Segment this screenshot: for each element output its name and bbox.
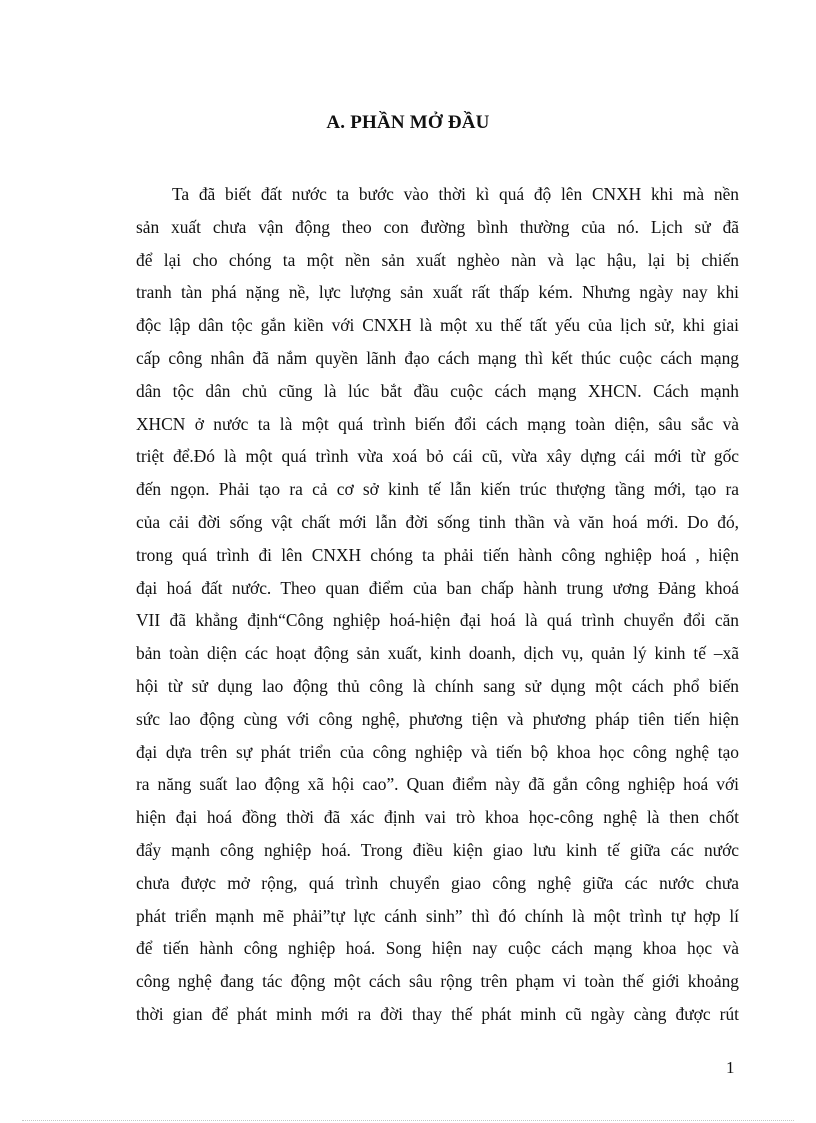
- paragraph-line: triệt để.Đó là một quá trình vừa xoá bỏ cái cũ, vừa xây dựng cái mới từ gốc: [136, 446, 739, 467]
- paragraph-line: ra năng suất lao động xã hội cao”. Quan điểm này đã gắn công nghiệp hoá với: [136, 774, 739, 795]
- paragraph-line: sản xuất chưa vận động theo con đường bình thường của nó. Lịch sử đã: [136, 216, 739, 237]
- paragraph-line: phát triển mạnh mẽ phải”tự lực cánh sinh” thì đó chính là một trình tự hợp lí: [136, 905, 739, 926]
- paragraph-line: VII đã khẳng định“Công nghiệp hoá-hiện đại hoá là quá trình chuyển đổi căn: [136, 610, 739, 631]
- paragraph-line: hiện đại hoá đồng thời đã xác định vai trò khoa học-công nghệ là then chốt: [136, 807, 739, 828]
- paragraph-line: tranh tàn phá nặng nề, lực lượng sản xuất rất thấp kém. Nhưng ngày nay khi: [136, 282, 739, 303]
- paragraph-line: thời gian để phát minh mới ra đời thay thế phát minh cũ ngày càng được rút: [136, 1003, 739, 1024]
- paragraph-line: công nghệ đang tác động một cách sâu rộng trên phạm vi toàn thế giới khoảng: [136, 971, 739, 992]
- body-paragraph: [136, 178, 739, 1031]
- paragraph-line: XHCN ở nước ta là một quá trình biến đổi cách mạng toàn diện, sâu sắc và: [136, 413, 739, 434]
- paragraph-line: cấp công nhân đã nắm quyền lãnh đạo cách mạng thì kết thúc cuộc cách mạng: [136, 347, 739, 368]
- paragraph-line: để tiến hành công nghiệp hoá. Song hiện nay cuộc cách mạng khoa học và: [136, 938, 739, 959]
- paragraph-line: chưa được mở rộng, quá trình chuyển giao công nghệ giữa các nước chưa: [136, 872, 739, 893]
- paragraph-line: dân tộc dân chủ cũng là lúc bắt đầu cuộc cách mạng XHCN. Cách mạnh: [136, 380, 739, 401]
- paragraph-line: Ta đã biết đất nước ta bước vào thời kì quá độ lên CNXH khi mà nền: [172, 184, 739, 204]
- page-bottom-divider: [22, 1120, 794, 1121]
- paragraph-line: bản toàn diện các hoạt động sản xuất, kinh doanh, dịch vụ, quản lý kinh tế –xã: [136, 643, 739, 664]
- page-number: 1: [726, 1058, 735, 1077]
- paragraph-line: đại hoá đất nước. Theo quan điểm của ban chấp hành trung ương Đảng khoá: [136, 577, 739, 598]
- paragraph-line: độc lập dân tộc gắn kiền với CNXH là một xu thế tất yếu của lịch sử, khi giai: [136, 315, 739, 336]
- paragraph-line: đại dựa trên sự phát triển của công nghiệp và tiến bộ khoa học công nghệ tạo: [136, 741, 739, 762]
- paragraph-line: đến ngọn. Phải tạo ra cả cơ sở kinh tế lẫn kiến trúc thượng tầng mới, tạo ra: [136, 479, 739, 500]
- paragraph-line: của cải đời sống vật chất mới lẫn đời sống tinh thần và văn hoá mới. Do đó,: [136, 511, 739, 532]
- section-heading: A. PHẦN MỞ ĐẦU: [326, 112, 490, 133]
- paragraph-line: trong quá trình đi lên CNXH chóng ta phải tiến hành công nghiệp hoá , hiện: [136, 544, 739, 565]
- paragraph-line: đẩy mạnh công nghiệp hoá. Trong điều kiện giao lưu kinh tế giữa các nước: [136, 839, 739, 860]
- paragraph-line: sức lao động cùng với công nghệ, phương tiện và phương pháp tiên tiến hiện: [136, 708, 739, 729]
- paragraph-line: hội từ sử dụng lao động thủ công là chính sang sử dụng một cách phổ biến: [136, 675, 739, 696]
- paragraph-line: để lại cho chóng ta một nền sản xuất nghèo nàn và lạc hậu, lại bị chiến: [136, 249, 739, 270]
